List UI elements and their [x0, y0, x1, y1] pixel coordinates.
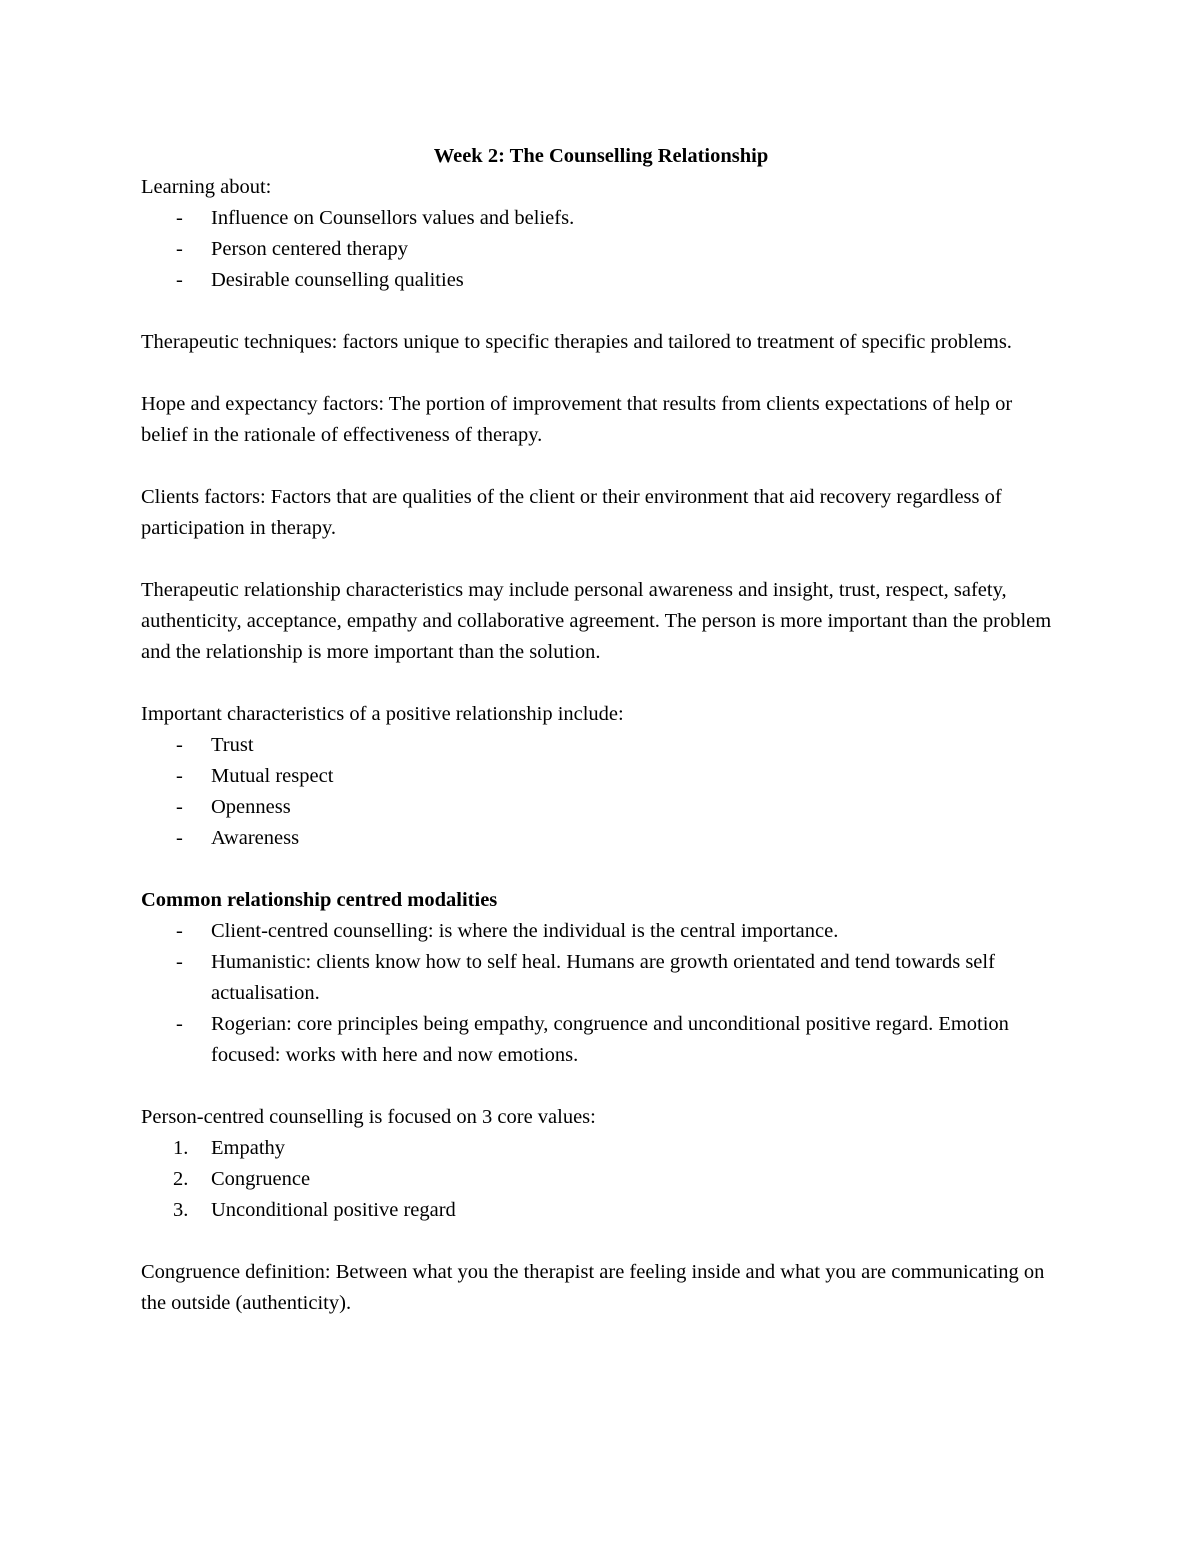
spacer	[141, 358, 1061, 389]
dash-marker: -	[176, 951, 183, 973]
dash-marker: -	[176, 796, 183, 818]
spacer	[141, 296, 1061, 327]
positive-relationship-intro: Important characteristics of a positive relationship include:	[141, 703, 624, 725]
list-item: - Influence on Counsellors values and beliefs.	[141, 203, 1061, 234]
spacer	[141, 451, 1061, 482]
list-item: - Person centered therapy	[141, 234, 1061, 265]
learning-intro: Learning about:	[141, 176, 272, 198]
therapeutic-techniques-paragraph: Therapeutic techniques: factors unique to specific therapies and tailored to treatment of specific problems.	[141, 331, 1012, 353]
document-page	[141, 141, 1061, 1319]
list-item: - Client-centred counselling: is where the individual is the central importance.	[141, 916, 1061, 947]
dash-marker: -	[176, 1013, 183, 1035]
spacer	[141, 668, 1061, 699]
congruence-definition-paragraph: Congruence definition: Between what you the therapist are feeling inside and what you are communicating on the outside (authenticity).	[141, 1261, 1045, 1314]
relationship-characteristics-paragraph: Therapeutic relationship characteristics may include personal awareness and insight, trust, respect, safety, authenticity, acceptance, empathy and collaborative agreement. The person is more important than the problem and the relationship is more important than the solution.	[141, 579, 1052, 663]
spacer	[141, 544, 1061, 575]
dash-marker: -	[176, 238, 183, 260]
list-item: - Mutual respect	[141, 761, 1061, 792]
list-item: 3. Unconditional positive regard	[141, 1195, 1061, 1226]
core-values-intro: Person-centred counselling is focused on 3 core values:	[141, 1106, 596, 1128]
spacer	[141, 854, 1061, 885]
list-item: - Trust	[141, 730, 1061, 761]
list-number: 1.	[173, 1137, 189, 1159]
dash-marker: -	[176, 269, 183, 291]
list-number: 2.	[173, 1168, 189, 1190]
learning-list	[141, 203, 1061, 296]
list-item: - Openness	[141, 792, 1061, 823]
dash-marker: -	[176, 207, 183, 229]
modalities-list	[141, 916, 1061, 1071]
dash-marker: -	[176, 920, 183, 942]
positive-relationship-list	[141, 730, 1061, 854]
dash-marker: -	[176, 765, 183, 787]
core-values-list	[141, 1133, 1061, 1226]
list-item: - Humanistic: clients know how to self heal. Humans are growth orientated and tend towards self actualisation.	[141, 947, 1061, 1009]
page-title: Week 2: The Counselling Relationship	[433, 145, 769, 167]
spacer	[141, 1071, 1061, 1102]
modalities-heading: Common relationship centred modalities	[141, 889, 498, 911]
dash-marker: -	[176, 827, 183, 849]
list-item: - Rogerian: core principles being empathy, congruence and unconditional positive regard. Emotion focused: works with here and now emotions.	[141, 1009, 1061, 1071]
list-item: - Awareness	[141, 823, 1061, 854]
list-item: - Desirable counselling qualities	[141, 265, 1061, 296]
list-item: 2. Congruence	[141, 1164, 1061, 1195]
dash-marker: -	[176, 734, 183, 756]
client-factors-paragraph: Clients factors: Factors that are qualities of the client or their environment that aid recovery regardless of participation in therapy.	[141, 486, 1002, 539]
hope-expectancy-paragraph: Hope and expectancy factors: The portion of improvement that results from clients expectations of help or belief in the rationale of effectiveness of therapy.	[141, 393, 1013, 446]
list-number: 3.	[173, 1199, 189, 1221]
spacer	[141, 1226, 1061, 1257]
list-item: 1. Empathy	[141, 1133, 1061, 1164]
